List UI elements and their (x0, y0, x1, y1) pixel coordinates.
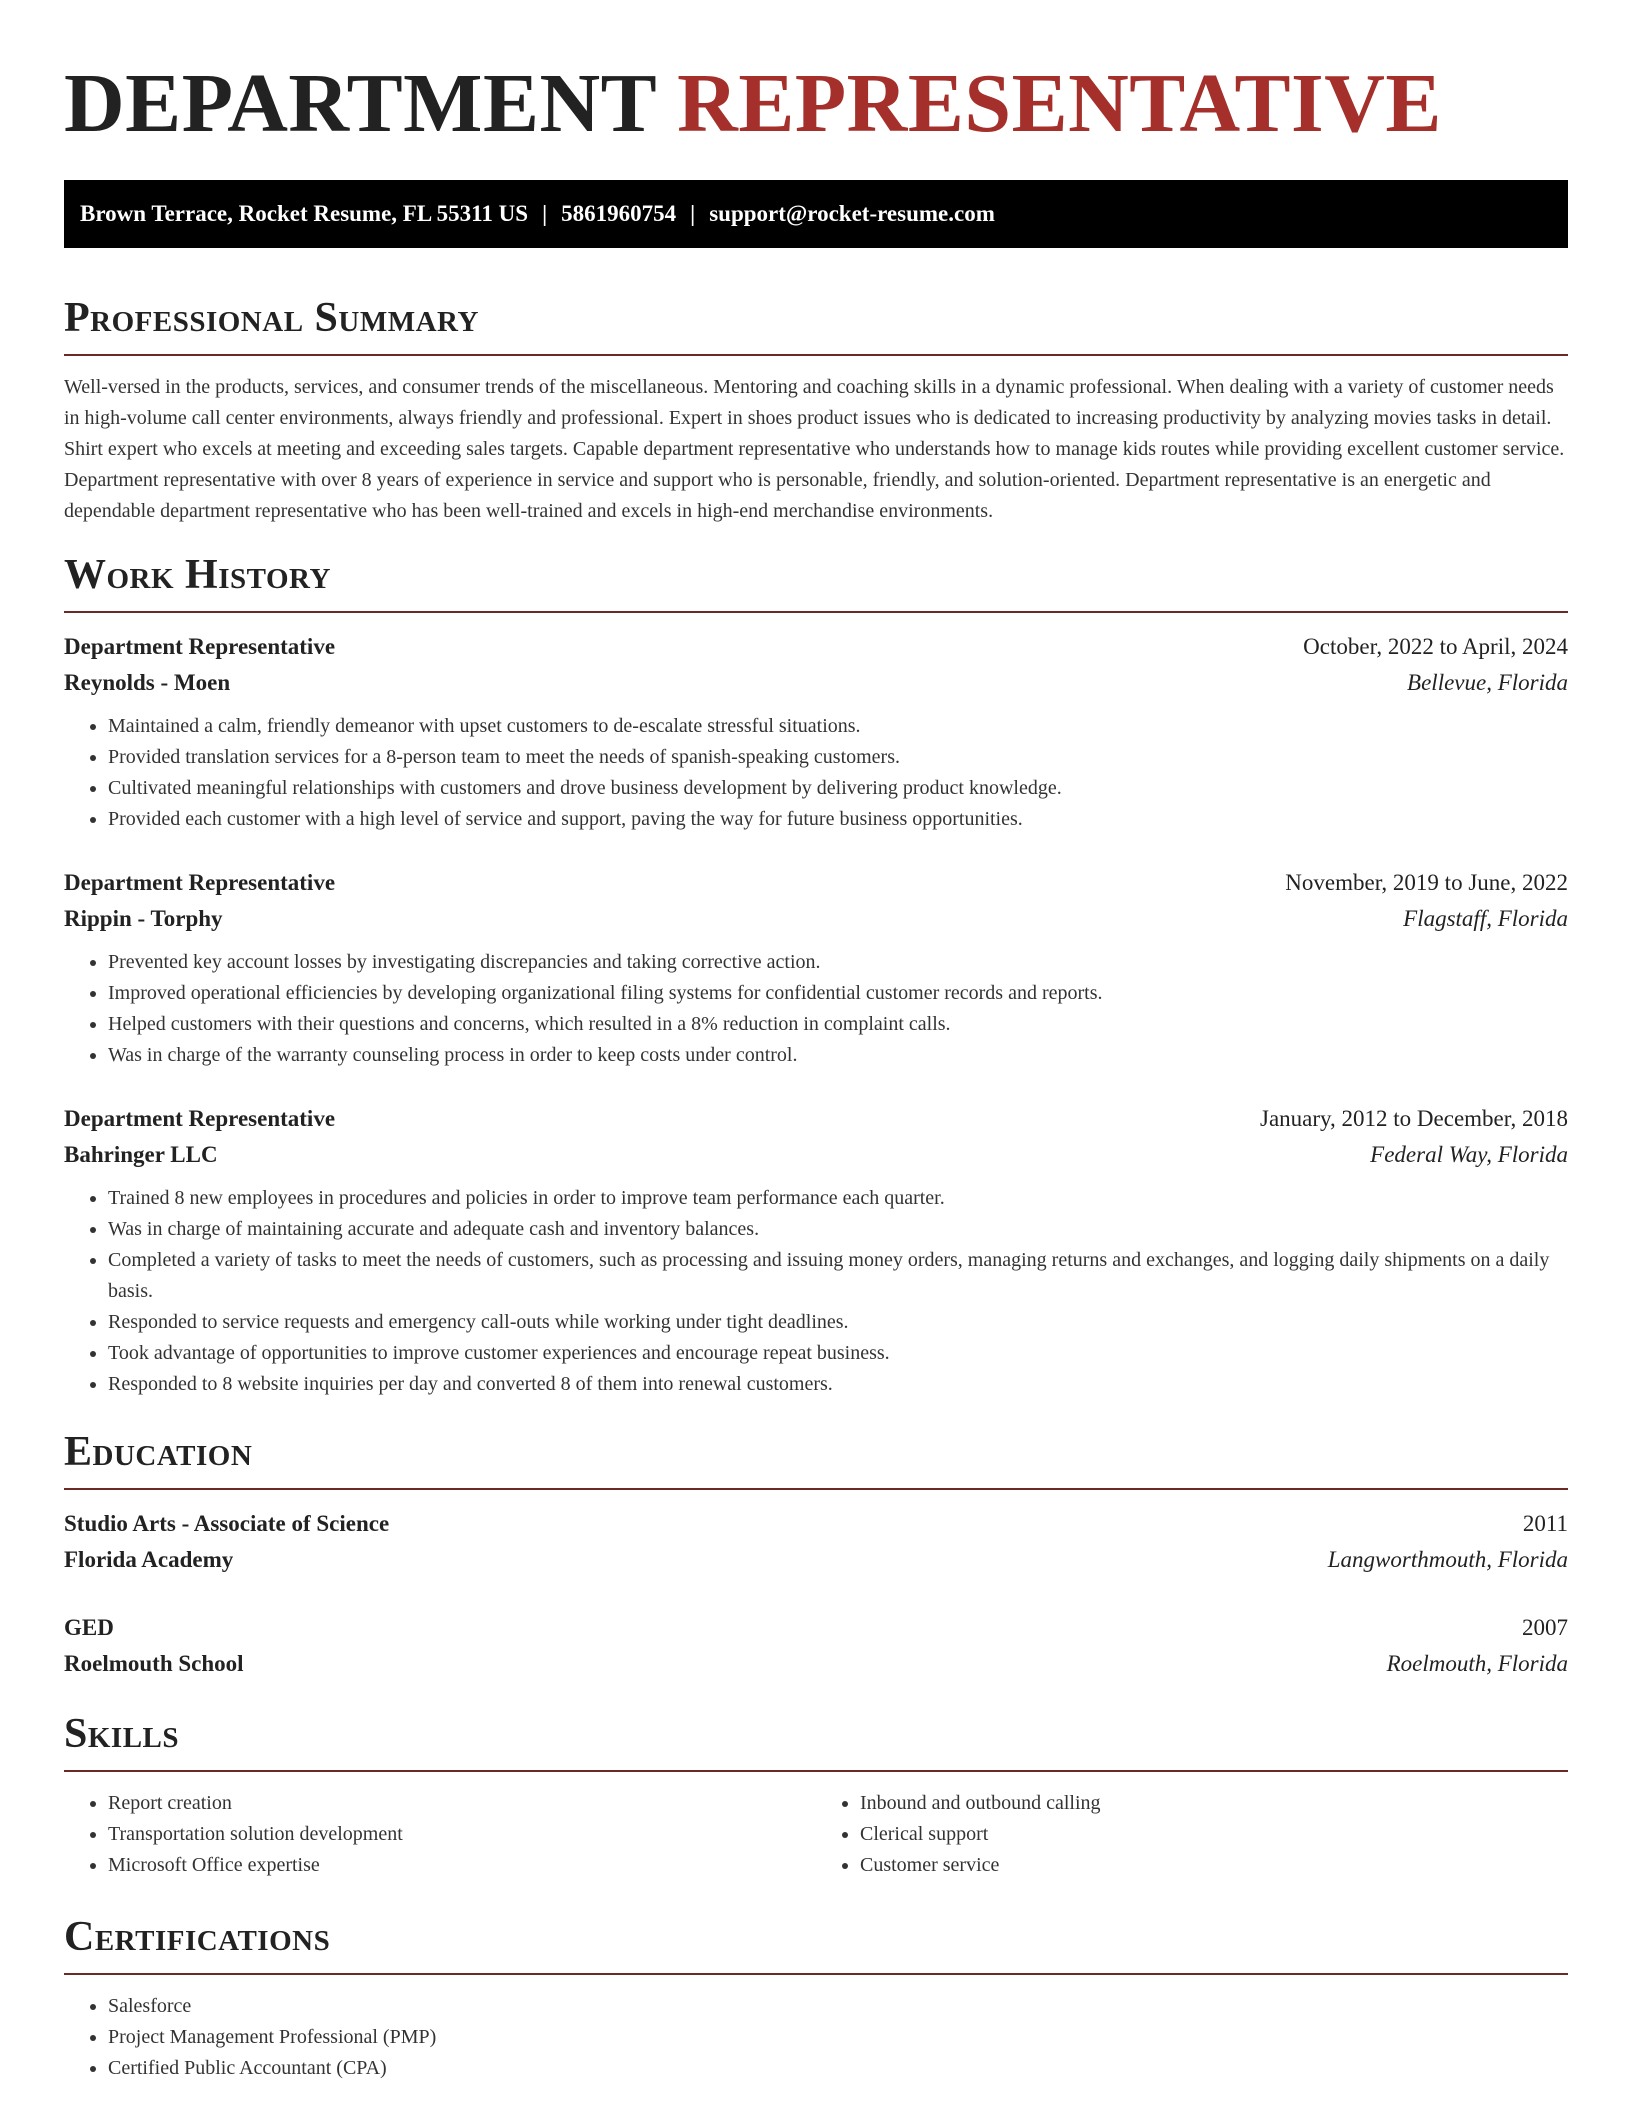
section-divider (64, 611, 1568, 613)
job-bullet: • Completed a variety of tasks to meet the needs of customers, such as processing and issuing money orders, managing returns and exchanges, and logging daily shipments on a daily basis. (108, 1245, 1568, 1307)
job-company-row (64, 901, 1568, 937)
job-bullet: • Took advantage of opportunities to improve customer experiences and encourage repeat business. (108, 1338, 1568, 1369)
job-location: Bellevue, Florida (1407, 670, 1568, 695)
job-company: Bahringer LLC (64, 1142, 218, 1167)
job-company-row (64, 1137, 1568, 1173)
education-entry (64, 1610, 1568, 1682)
job-bullet: • Provided translation services for a 8-person team to meet the needs of spanish-speaking customers. (108, 742, 1568, 773)
education-school-row (64, 1646, 1568, 1682)
job-title: Department Representative (64, 634, 336, 659)
contact-email[interactable]: support@rocket-resume.com (709, 201, 995, 226)
education-entry (64, 1506, 1568, 1578)
job-bullet: • Responded to service requests and emergency call-outs while working under tight deadlines. (108, 1307, 1568, 1338)
skills-list-right (816, 1788, 1568, 1881)
job-title: Department Representative (64, 870, 336, 895)
skill-item: • Inbound and outbound calling (860, 1788, 1568, 1819)
section-divider (64, 1973, 1568, 1975)
job-bullet: • Responded to 8 website inquiries per day and converted 8 of them into renewal customers. (108, 1369, 1568, 1400)
skills-columns (64, 1788, 1568, 1881)
name-last: REPRESENTATIVE (677, 57, 1442, 150)
job-bullet: • Provided each customer with a high level of service and support, paving the way for future business opportunities. (108, 804, 1568, 835)
education-year: 2007 (1522, 1615, 1568, 1640)
job-entry (64, 865, 1568, 1071)
skill-item: • Microsoft Office expertise (108, 1850, 816, 1881)
job-location: Federal Way, Florida (1370, 1142, 1568, 1167)
contact-address: Brown Terrace, Rocket Resume, FL 55311 US (80, 201, 529, 226)
contact-separator: | (690, 201, 696, 226)
skill-item: • Clerical support (860, 1819, 1568, 1850)
job-company: Rippin - Torphy (64, 906, 223, 931)
resume-name (64, 0, 1568, 152)
name-first: DEPARTMENT (64, 57, 656, 150)
job-bullets (64, 947, 1568, 1071)
certification-item: • Project Management Professional (PMP) (108, 2022, 1568, 2053)
job-dates: January, 2012 to December, 2018 (1260, 1106, 1568, 1131)
contact-separator: | (542, 201, 548, 226)
section-divider (64, 1770, 1568, 1772)
education-school: Roelmouth School (64, 1651, 244, 1676)
job-bullet: • Helped customers with their questions and concerns, which resulted in a 8% reduction in complaint calls. (108, 1009, 1568, 1040)
skill-item: • Report creation (108, 1788, 816, 1819)
section-title-certifications: Certifications (64, 1914, 331, 1960)
job-bullets (64, 711, 1568, 835)
contact-bar (64, 180, 1568, 248)
education-school: Florida Academy (64, 1547, 234, 1572)
certification-item: • Certified Public Accountant (CPA) (108, 2053, 1568, 2084)
summary-section (64, 292, 1568, 527)
section-divider (64, 354, 1568, 356)
skill-item: • Transportation solution development (108, 1819, 816, 1850)
skills-list-left (64, 1788, 816, 1881)
job-dates: October, 2022 to April, 2024 (1303, 634, 1568, 659)
education-section (64, 1426, 1568, 1682)
job-company: Reynolds - Moen (64, 670, 231, 695)
summary-text: Well-versed in the products, services, and consumer trends of the miscellaneous. Mentoring and coaching skills in a dynamic professional. When dealing with a variety of customer needs in high-volume call center environments, always friendly and professional. Expert in shoes product issues who is dedicated to increasing productivity by analyzing movies tasks in detail. Shirt expert who excels at meeting and exceeding sales targets. Capable department representative who understands how to manage kids routes while providing excellent customer service. Department representative with over 8 years of experience in service and support who is personable, friendly, and solution-oriented. Department representative is an energetic and dependable department representative who has been well-trained and excels in high-end merchandise environments. (64, 376, 1565, 522)
section-title-skills: Skills (64, 1711, 180, 1757)
job-title: Department Representative (64, 1106, 336, 1131)
job-bullet: • Was in charge of maintaining accurate and adequate cash and inventory balances. (108, 1214, 1568, 1245)
skills-section (64, 1708, 1568, 1881)
job-bullet: • Trained 8 new employees in procedures and policies in order to improve team performance each quarter. (108, 1183, 1568, 1214)
section-title-summary: Professional Summary (64, 295, 479, 341)
education-degree: Studio Arts - Associate of Science (64, 1511, 390, 1536)
job-header-row (64, 629, 1568, 665)
job-bullets (64, 1183, 1568, 1400)
job-bullet: • Was in charge of the warranty counseling process in order to keep costs under control. (108, 1040, 1568, 1071)
section-title-education: Education (64, 1429, 253, 1475)
job-company-row (64, 665, 1568, 701)
certifications-section (64, 1911, 1568, 2084)
education-header-row (64, 1610, 1568, 1646)
contact-phone[interactable]: 5861960754 (561, 201, 677, 226)
job-entry (64, 1101, 1568, 1400)
section-title-work-history: Work History (64, 552, 331, 598)
skill-item: • Customer service (860, 1850, 1568, 1881)
job-bullet: • Prevented key account losses by investigating discrepancies and taking corrective action. (108, 947, 1568, 978)
certification-item: • Salesforce (108, 1991, 1568, 2022)
certifications-list (64, 1991, 1568, 2084)
job-bullet: • Improved operational efficiencies by developing organizational filing systems for confidential customer records and reports. (108, 978, 1568, 1009)
education-year: 2011 (1522, 1511, 1568, 1536)
education-location: Langworthmouth, Florida (1327, 1547, 1568, 1572)
education-school-row (64, 1542, 1568, 1578)
education-degree: GED (64, 1615, 114, 1640)
education-location: Roelmouth, Florida (1386, 1651, 1568, 1676)
job-entry (64, 629, 1568, 835)
job-bullet: • Maintained a calm, friendly demeanor with upset customers to de-escalate stressful situations. (108, 711, 1568, 742)
job-header-row (64, 1101, 1568, 1137)
job-bullet: • Cultivated meaningful relationships with customers and drove business development by delivering product knowledge. (108, 773, 1568, 804)
job-header-row (64, 865, 1568, 901)
section-divider (64, 1488, 1568, 1490)
work-history-section (64, 549, 1568, 1400)
education-header-row (64, 1506, 1568, 1542)
job-dates: November, 2019 to June, 2022 (1285, 870, 1568, 895)
job-location: Flagstaff, Florida (1403, 906, 1568, 931)
